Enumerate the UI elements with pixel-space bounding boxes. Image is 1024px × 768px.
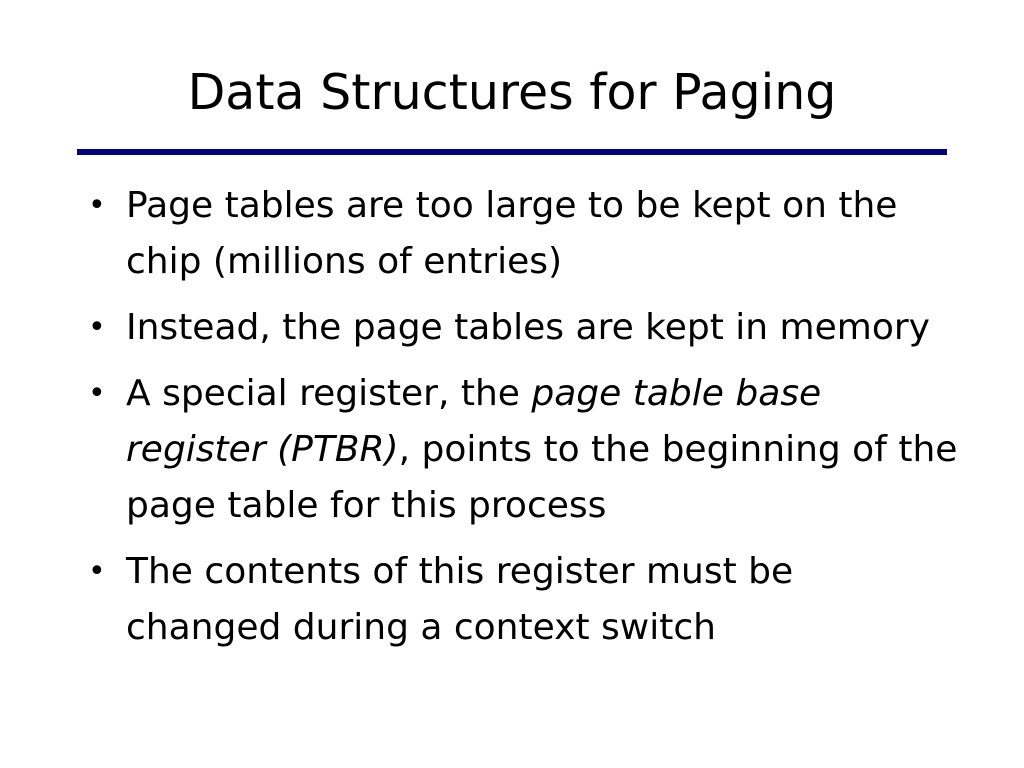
bullet-text [126,373,957,526]
bullet-text: Page tables are too large to be kept on the chip (millions of entries) [126,185,898,282]
slide-title: Data Structures for Paging [187,64,837,121]
bullet-dot-icon: • [88,310,106,345]
bullet-item [88,178,958,290]
bullet-dot-icon: • [88,376,106,411]
bullet-text: Instead, the page tables are kept in memory [126,307,930,348]
bullet-item [88,366,958,534]
bullet-list [88,178,958,666]
title-underline [77,149,947,155]
bullet-dot-icon: • [88,188,106,223]
bullet-item [88,544,958,656]
ptbr-term: page table base register (PTBR) [126,373,822,470]
bullet-item [88,300,958,356]
bullet-text-before: A special register, the [126,373,532,414]
bullet-dot-icon: • [88,554,106,589]
bullet-text-after: , points to the beginning of the page table for this process [126,429,958,526]
bullet-text: The contents of this register must be changed during a context switch [126,551,794,648]
